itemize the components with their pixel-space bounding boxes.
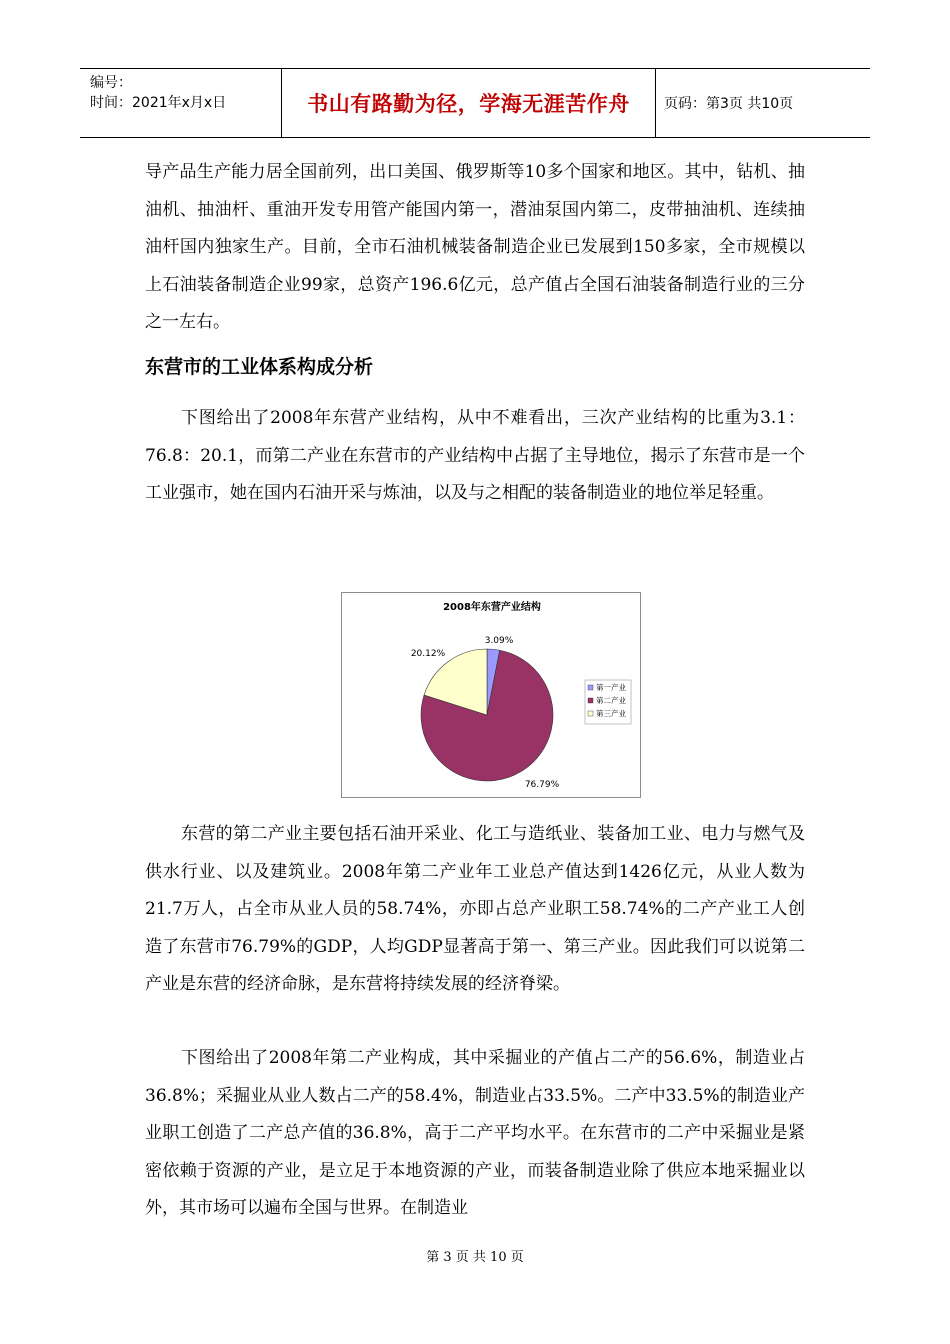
header-meta — [80, 69, 282, 137]
legend-swatch — [588, 711, 593, 716]
page-header — [80, 68, 870, 138]
legend-entry: 第二产业 — [596, 696, 626, 705]
paragraph-intro — [145, 154, 805, 342]
pie-chart-svg — [342, 593, 642, 799]
paragraph-text: 下图给出了2008年第二产业构成，其中采掘业的产值占二产的56.6%，制造业占36.8%；采掘业从业人数占二产的58.4%，制造业占33.5%。二产中33.5%的制造业产业职工创造了二产总产值的36.8%，高于二产平均水平。在东营市的二产中采掘业是紧密依赖于资源的产业，是立足于本地资源的产业，而装备制造业除了供应本地采掘业以外，其市场可以遍布全国与世界。在制造业 — [145, 1048, 805, 1218]
document-number-label: 编号： — [90, 75, 132, 91]
legend-entry: 第三产业 — [596, 709, 626, 718]
section-heading: 东营市的工业体系构成分析 — [145, 356, 374, 378]
paragraph-text: 下图给出了2008年东营产业结构，从中不难看出，三次产业结构的比重为3.1：76.8：20.1，而第二产业在东营市的产业结构中占据了主导地位，揭示了东营市是一个工业强市，她在国内石油开采与炼油，以及与之相配的装备制造业的地位举足轻重。 — [145, 408, 805, 503]
paragraph-secondary-industry — [145, 816, 805, 1004]
legend-entry: 第一产业 — [596, 683, 626, 692]
legend-swatch — [588, 685, 593, 690]
pie-data-label: 20.12% — [410, 649, 446, 659]
page-footer: 第 3 页 共 10 页 — [426, 1250, 524, 1265]
paragraph-text: 东营的第二产业主要包括石油开采业、化工与造纸业、装备加工业、电力与燃气及供水行业、以及建筑业。2008年第二产业年工业总产值达到1426亿元，从业人数为21.7万人，占全市从业人员的58.74%，亦即占总产业职工58.74%的二产产业工人创造了东营市76.79%的GDP，人均GDP显著高于第一、第三产业。因此我们可以说第二产业是东营的经济命脉，是东营将持续发展的经济脊梁。 — [145, 824, 805, 994]
paragraph-structure — [145, 400, 805, 513]
header-motto: 书山有路勤为径，学海无涯苦作舟 — [282, 69, 656, 137]
paragraph-secondary-composition — [145, 1040, 805, 1228]
document-date-label: 时间：2021年x月x日 — [90, 95, 227, 111]
pie-data-label: 76.79% — [524, 780, 560, 790]
pie-data-label: 3.09% — [484, 636, 514, 646]
paragraph-text: 导产品生产能力居全国前列，出口美国、俄罗斯等10多个国家和地区。其中，钻机、抽油机、抽油杆、重油开发专用管产能国内第一，潜油泵国内第二，皮带抽油机、连续抽油杆国内独家生产。目前，全市石油机械装备制造企业已发展到150多家，全市规模以上石油装备制造企业99家，总资产196.6亿元，总产值占全国石油装备制造行业的三分之一左右。 — [145, 162, 805, 332]
header-page-info: 页码：第3页 共10页 — [664, 96, 794, 112]
legend-swatch — [588, 698, 593, 703]
chart-title: 2008年东营产业结构 — [443, 602, 541, 613]
industry-structure-pie-chart — [341, 592, 641, 798]
